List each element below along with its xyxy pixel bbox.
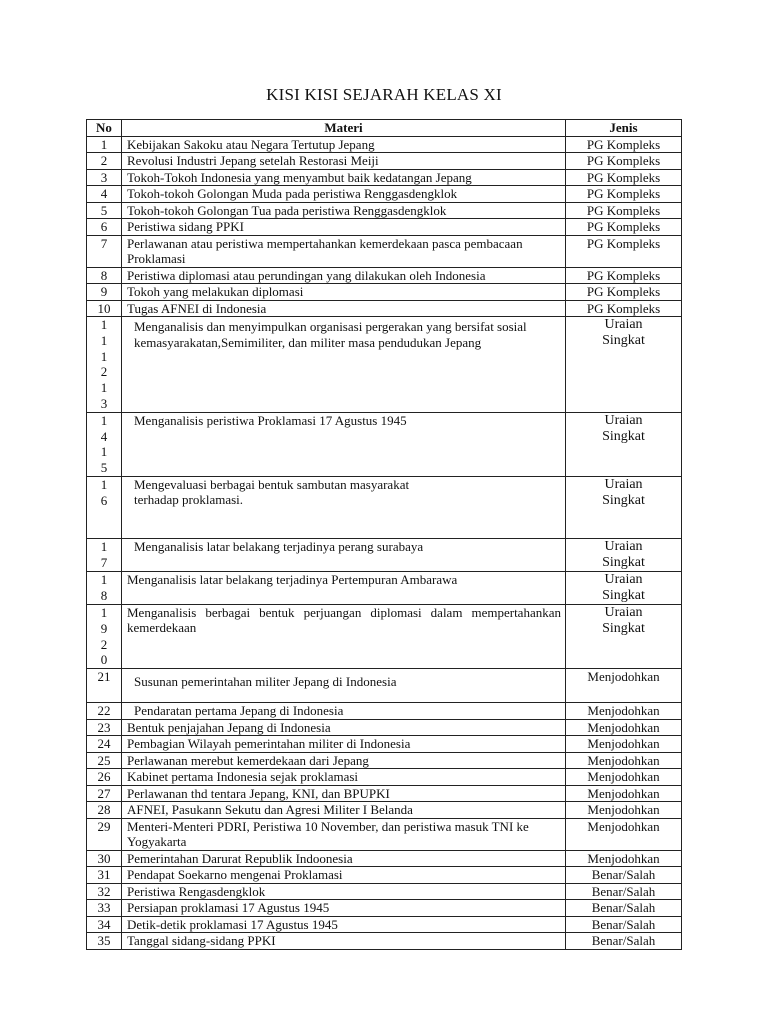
row-materi: Menteri-Menteri PDRI, Peristiwa 10 November, dan peristiwa masuk TNI ke Yogyakarta (122, 818, 566, 850)
row-number: 5 (87, 202, 122, 219)
table-row (87, 883, 682, 900)
table-row (87, 703, 682, 720)
row-materi: Menganalisis latar belakang terjadinya Pertempuran Ambarawa (122, 571, 566, 604)
table-row (87, 136, 682, 153)
row-number: 1 6 (87, 476, 122, 538)
row-jenis: Uraian Singkat (566, 476, 682, 538)
row-materi-text: Menganalisis dan menyimpulkan organisasi pergerakan yang bersifat sosial kemasyarakatan,Semimiliter, dan militer masa pendudukan Jepang (134, 319, 527, 350)
row-jenis: Uraian Singkat (566, 412, 682, 476)
row-number: 1 (87, 136, 122, 153)
row-jenis: PG Kompleks (566, 284, 682, 301)
table-row (87, 785, 682, 802)
row-number: 28 (87, 802, 122, 819)
row-materi: Tanggal sidang-sidang PPKI (122, 933, 566, 950)
row-number: 31 (87, 867, 122, 884)
row-number: 7 (87, 235, 122, 267)
table-row (87, 169, 682, 186)
row-materi: Detik-detik proklamasi 17 Agustus 1945 (122, 916, 566, 933)
table-row (87, 412, 682, 476)
row-jenis: PG Kompleks (566, 235, 682, 267)
table-row (87, 186, 682, 203)
row-number: 27 (87, 785, 122, 802)
table-row (87, 867, 682, 884)
table-row (87, 736, 682, 753)
row-number: 23 (87, 719, 122, 736)
row-number: 24 (87, 736, 122, 753)
row-number: 1 4 1 5 (87, 412, 122, 476)
row-number: 29 (87, 818, 122, 850)
row-jenis: Benar/Salah (566, 867, 682, 884)
table-row (87, 538, 682, 571)
header-no: No (87, 120, 122, 137)
table-row (87, 317, 682, 413)
table-row (87, 571, 682, 604)
table-row (87, 719, 682, 736)
row-materi: Pemerintahan Darurat Republik Indoonesia (122, 850, 566, 867)
row-jenis: Uraian Singkat (566, 538, 682, 571)
row-materi: Menganalisis latar belakang terjadinya perang surabaya (122, 538, 566, 571)
row-jenis: Menjodohkan (566, 769, 682, 786)
row-jenis: Uraian Singkat (566, 317, 682, 413)
row-number: 21 (87, 669, 122, 703)
row-number: 26 (87, 769, 122, 786)
row-materi: Peristiwa Rengasdengklok (122, 883, 566, 900)
row-jenis: Benar/Salah (566, 933, 682, 950)
row-jenis: Uraian Singkat (566, 571, 682, 604)
row-number: 30 (87, 850, 122, 867)
table-row (87, 604, 682, 668)
header-materi: Materi (122, 120, 566, 137)
row-number: 10 (87, 300, 122, 317)
row-materi: Tugas AFNEI di Indonesia (122, 300, 566, 317)
row-number: 4 (87, 186, 122, 203)
row-jenis: PG Kompleks (566, 219, 682, 236)
row-jenis: Menjodohkan (566, 850, 682, 867)
table-row (87, 267, 682, 284)
row-jenis: Menjodohkan (566, 669, 682, 703)
table-row (87, 818, 682, 850)
table-row (87, 235, 682, 267)
row-materi (122, 669, 566, 703)
row-number: 35 (87, 933, 122, 950)
table-row (87, 850, 682, 867)
row-jenis: PG Kompleks (566, 153, 682, 170)
row-materi (122, 317, 566, 413)
row-materi: Kabinet pertama Indonesia sejak proklamasi (122, 769, 566, 786)
row-number: 32 (87, 883, 122, 900)
row-materi: Tokoh yang melakukan diplomasi (122, 284, 566, 301)
row-materi: Peristiwa sidang PPKI (122, 219, 566, 236)
row-number: 1 8 (87, 571, 122, 604)
row-materi: Tokoh-Tokoh Indonesia yang menyambut baik kedatangan Jepang (122, 169, 566, 186)
header-jenis: Jenis (566, 120, 682, 137)
table-row (87, 900, 682, 917)
row-materi: Bentuk penjajahan Jepang di Indonesia (122, 719, 566, 736)
row-number: 6 (87, 219, 122, 236)
row-number: 2 (87, 153, 122, 170)
row-jenis: PG Kompleks (566, 300, 682, 317)
row-materi: Menganalisis berbagai bentuk perjuangan diplomasi dalam mempertahankan kemerdekaan (122, 604, 566, 668)
row-materi: Tokoh-tokoh Golongan Tua pada peristiwa Renggasdengklok (122, 202, 566, 219)
row-number: 3 (87, 169, 122, 186)
row-materi: Perlawanan thd tentara Jepang, KNI, dan BPUPKI (122, 785, 566, 802)
row-jenis: PG Kompleks (566, 202, 682, 219)
table-row (87, 769, 682, 786)
row-materi: Pembagian Wilayah pemerintahan militer di Indonesia (122, 736, 566, 753)
table-row (87, 752, 682, 769)
row-materi: Tokoh-tokoh Golongan Muda pada peristiwa Renggasdengklok (122, 186, 566, 203)
row-materi: AFNEI, Pasukann Sekutu dan Agresi Militer I Belanda (122, 802, 566, 819)
table-row (87, 284, 682, 301)
table-header-row (87, 120, 682, 137)
row-materi: Perlawanan atau peristiwa mempertahankan kemerdekaan pasca pembacaan Proklamasi (122, 235, 566, 267)
row-materi: Peristiwa diplomasi atau perundingan yang dilakukan oleh Indonesia (122, 267, 566, 284)
table-row (87, 219, 682, 236)
row-jenis: PG Kompleks (566, 136, 682, 153)
row-jenis: PG Kompleks (566, 169, 682, 186)
row-number: 8 (87, 267, 122, 284)
row-jenis: Menjodohkan (566, 703, 682, 720)
row-number: 25 (87, 752, 122, 769)
row-materi: Pendapat Soekarno mengenai Proklamasi (122, 867, 566, 884)
table-row (87, 300, 682, 317)
row-number: 1 1 1 2 1 3 (87, 317, 122, 413)
row-materi: Pendaratan pertama Jepang di Indonesia (122, 703, 566, 720)
table-row (87, 802, 682, 819)
row-jenis: Menjodohkan (566, 802, 682, 819)
table-row (87, 476, 682, 538)
row-jenis: Menjodohkan (566, 736, 682, 753)
row-materi: Persiapan proklamasi 17 Agustus 1945 (122, 900, 566, 917)
row-jenis: PG Kompleks (566, 186, 682, 203)
row-number: 34 (87, 916, 122, 933)
row-jenis: Benar/Salah (566, 883, 682, 900)
kisi-kisi-table (86, 119, 682, 950)
row-jenis: Uraian Singkat (566, 604, 682, 668)
row-materi: Kebijakan Sakoku atau Negara Tertutup Jepang (122, 136, 566, 153)
row-jenis: Menjodohkan (566, 719, 682, 736)
row-materi-text: Susunan pemerintahan militer Jepang di Indonesia (134, 674, 397, 690)
row-jenis: PG Kompleks (566, 267, 682, 284)
row-materi: Perlawanan merebut kemerdekaan dari Jepang (122, 752, 566, 769)
row-jenis: Menjodohkan (566, 818, 682, 850)
row-jenis: Benar/Salah (566, 900, 682, 917)
table-row (87, 669, 682, 703)
table-row (87, 202, 682, 219)
table-row (87, 153, 682, 170)
table-row (87, 933, 682, 950)
row-number: 1 7 (87, 538, 122, 571)
row-number: 1 9 2 0 (87, 604, 122, 668)
page-title: KISI KISI SEJARAH KELAS XI (266, 85, 502, 104)
table-row (87, 916, 682, 933)
row-materi: Menganalisis peristiwa Proklamasi 17 Agustus 1945 (122, 412, 566, 476)
row-jenis: Benar/Salah (566, 916, 682, 933)
row-jenis: Menjodohkan (566, 785, 682, 802)
row-number: 22 (87, 703, 122, 720)
row-number: 9 (87, 284, 122, 301)
row-materi: Mengevaluasi berbagai bentuk sambutan masyarakat terhadap proklamasi. (122, 476, 566, 538)
row-number: 33 (87, 900, 122, 917)
row-jenis: Menjodohkan (566, 752, 682, 769)
row-materi: Revolusi Industri Jepang setelah Restorasi Meiji (122, 153, 566, 170)
